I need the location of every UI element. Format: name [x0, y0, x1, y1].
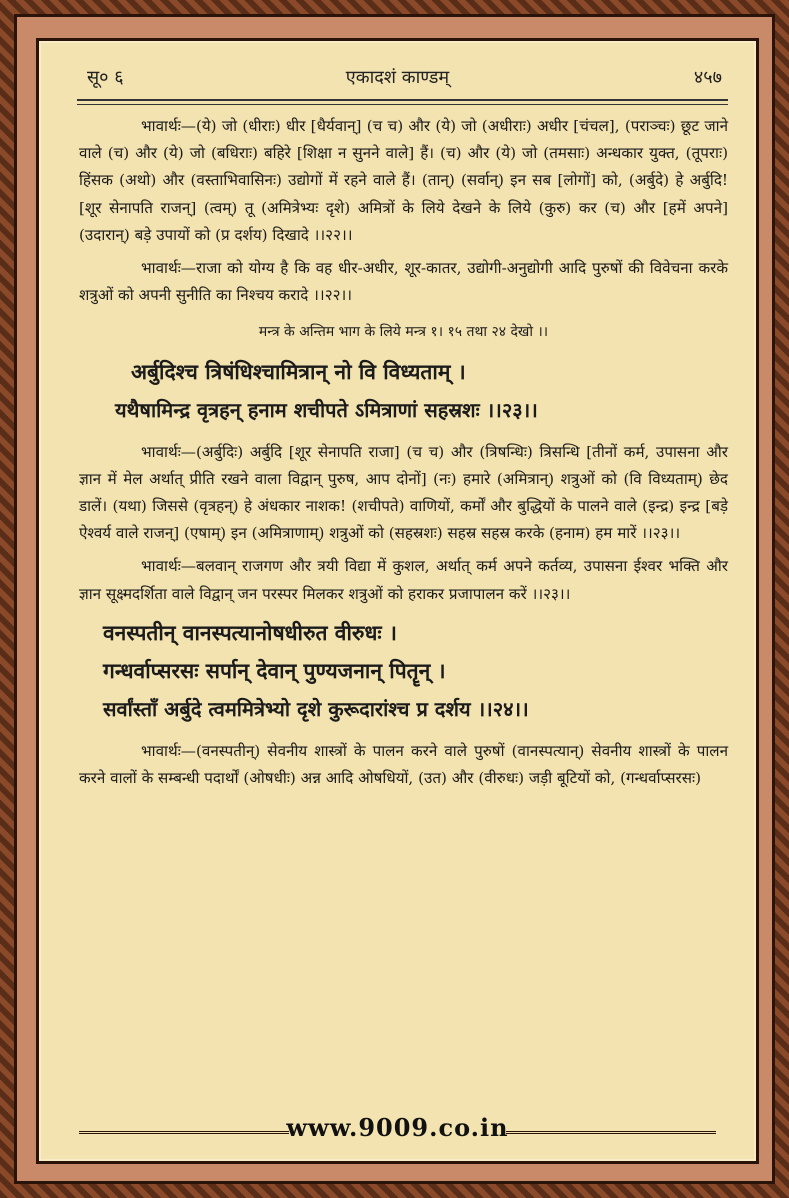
page-number: ४५७: [693, 67, 722, 88]
commentary-22: भावार्थः—(ये) जो (धीराः) धीर [धैर्यवान्] (च च) और (ये) जो (अधीराः) अधीर [चंचल], (पराञ्चः) छूट जाने वाले (च) और (ये) जो (बधिराः) बहिरे [शिक्षा न सुनने वाले] हैं। (च) और (ये) जो (तमसाः) अन्धकार युक्त, (तूपराः) हिंसक (अथो) और (वस्ताभिवासिनः) उद्योगों में रहने वाले हैं। (तान्) (सर्वान्) इन सब [लोगों] को, (अर्बुदे) हे अर्बुदि! [शूर सेनापति राजन्] (त्वम्) तू (अमित्रेभ्यः दृशे) अमित्रों के लिये देखने के लिये (कुरु) कर (च) और [हमें अपने] (उदारान्) बड़े उपायों को (प्र दर्शय) दिखादे ।।२२।।: [79, 117, 728, 244]
verse-23-line-2: यथैषामिन्द्र वृत्रहन् हनाम शचीपते ऽमित्राणां सहस्रशः ।।२३।।: [115, 397, 538, 422]
sukta-number: सू० ६: [87, 67, 124, 88]
page-header: [39, 65, 756, 95]
verse-24-line-2: गन्धर्वाप्सरसः सर्पान् देवान् पुण्यजनान् पितॄन् ।: [103, 657, 446, 683]
footer-ornament-left: [79, 1131, 289, 1134]
summary-22: भावार्थः—राजा को योग्य है कि वह धीर-अधीर, शूर-कातर, उद्योगी-अनुद्योगी आदि पुरुषों की विवेचना करके शत्रुओं को अपनी सुनीति का निश्चय करादे ।।२२।।: [79, 259, 728, 305]
mantra-note: मन्त्र के अन्तिम भाग के लिये मन्त्र १। १५ तथा २४ देखो ।।: [258, 324, 549, 341]
page-footer: [39, 1113, 756, 1153]
page-content: [79, 113, 728, 798]
verse-23-line-1: अर्बुदिश्च त्रिषंधिश्चामित्रान् नो वि विध्यताम् ।: [131, 358, 466, 384]
book-page: [36, 38, 759, 1164]
kanda-title: एकादशं काण्डम्: [345, 67, 450, 88]
verse-23: [79, 353, 728, 429]
website-url[interactable]: www.9009.co.in: [274, 1113, 520, 1142]
verse-24-line-3: सर्वांस्ताँ अर्बुदे त्वममित्रेभ्यो दृशे कुरूदारांश्च प्र दर्शय ।।२४।।: [103, 696, 529, 721]
verse-24: [79, 614, 728, 728]
commentary-24: भावार्थः—(वनस्पतीन्) सेवनीय शास्त्रों के पालन करने वाले पुरुषों (वानस्पत्यान्) सेवनीय शास्त्रों के पालन करने वालों के सम्बन्धी पदार्थों (ओषधीः) अन्न आदि ओषधियों, (उत) और (वीरुधः) जड़ी बूटियों को, (गन्धर्वाप्सरसः): [79, 741, 728, 788]
verse-24-line-1: वनस्पतीन् वानस्पत्यानोषधीरुत वीरुधः ।: [103, 619, 397, 645]
commentary-23: भावार्थः—(अर्बुदिः) अर्बुदि [शूर सेनापति राजा] (च च) और (त्रिषन्धिः) त्रिसन्धि [तीनों कर्म, उपासना और ज्ञान में मेल अर्थात् प्रीति रखने वाला विद्वान् पुरुष, आप दोनों] (नः) हमारे (अमित्रान्) शत्रुओं को (वि विध्यताम्) छेद डालें। (यथा) जिससे (वृत्रहन्) हे अंधकार नाशक! (शचीपते) वाणियों, कर्मों और बुद्धियों के पालने वाले (इन्द्र) इन्द्र [बड़े ऐश्वर्य वाले राजन्] (एषाम्) इन (अमित्राणाम्) शत्रुओं को (सहस्रशः) सहस्र सहस्र करके (हनाम) हम मारें ।।२३।।: [79, 442, 728, 543]
footer-ornament-right: [506, 1131, 716, 1134]
header-rule: [77, 99, 728, 101]
summary-23: भावार्थः—बलवान् राजगण और त्रयी विद्या में कुशल, अर्थात् कर्म अपने कर्तव्य, उपासना ईश्वर भक्ति और ज्ञान सूक्ष्मदर्शिता वाले विद्वान् जन परस्पर मिलकर शत्रुओं को हराकर प्रजापालन करें ।।२३।।: [79, 557, 728, 603]
